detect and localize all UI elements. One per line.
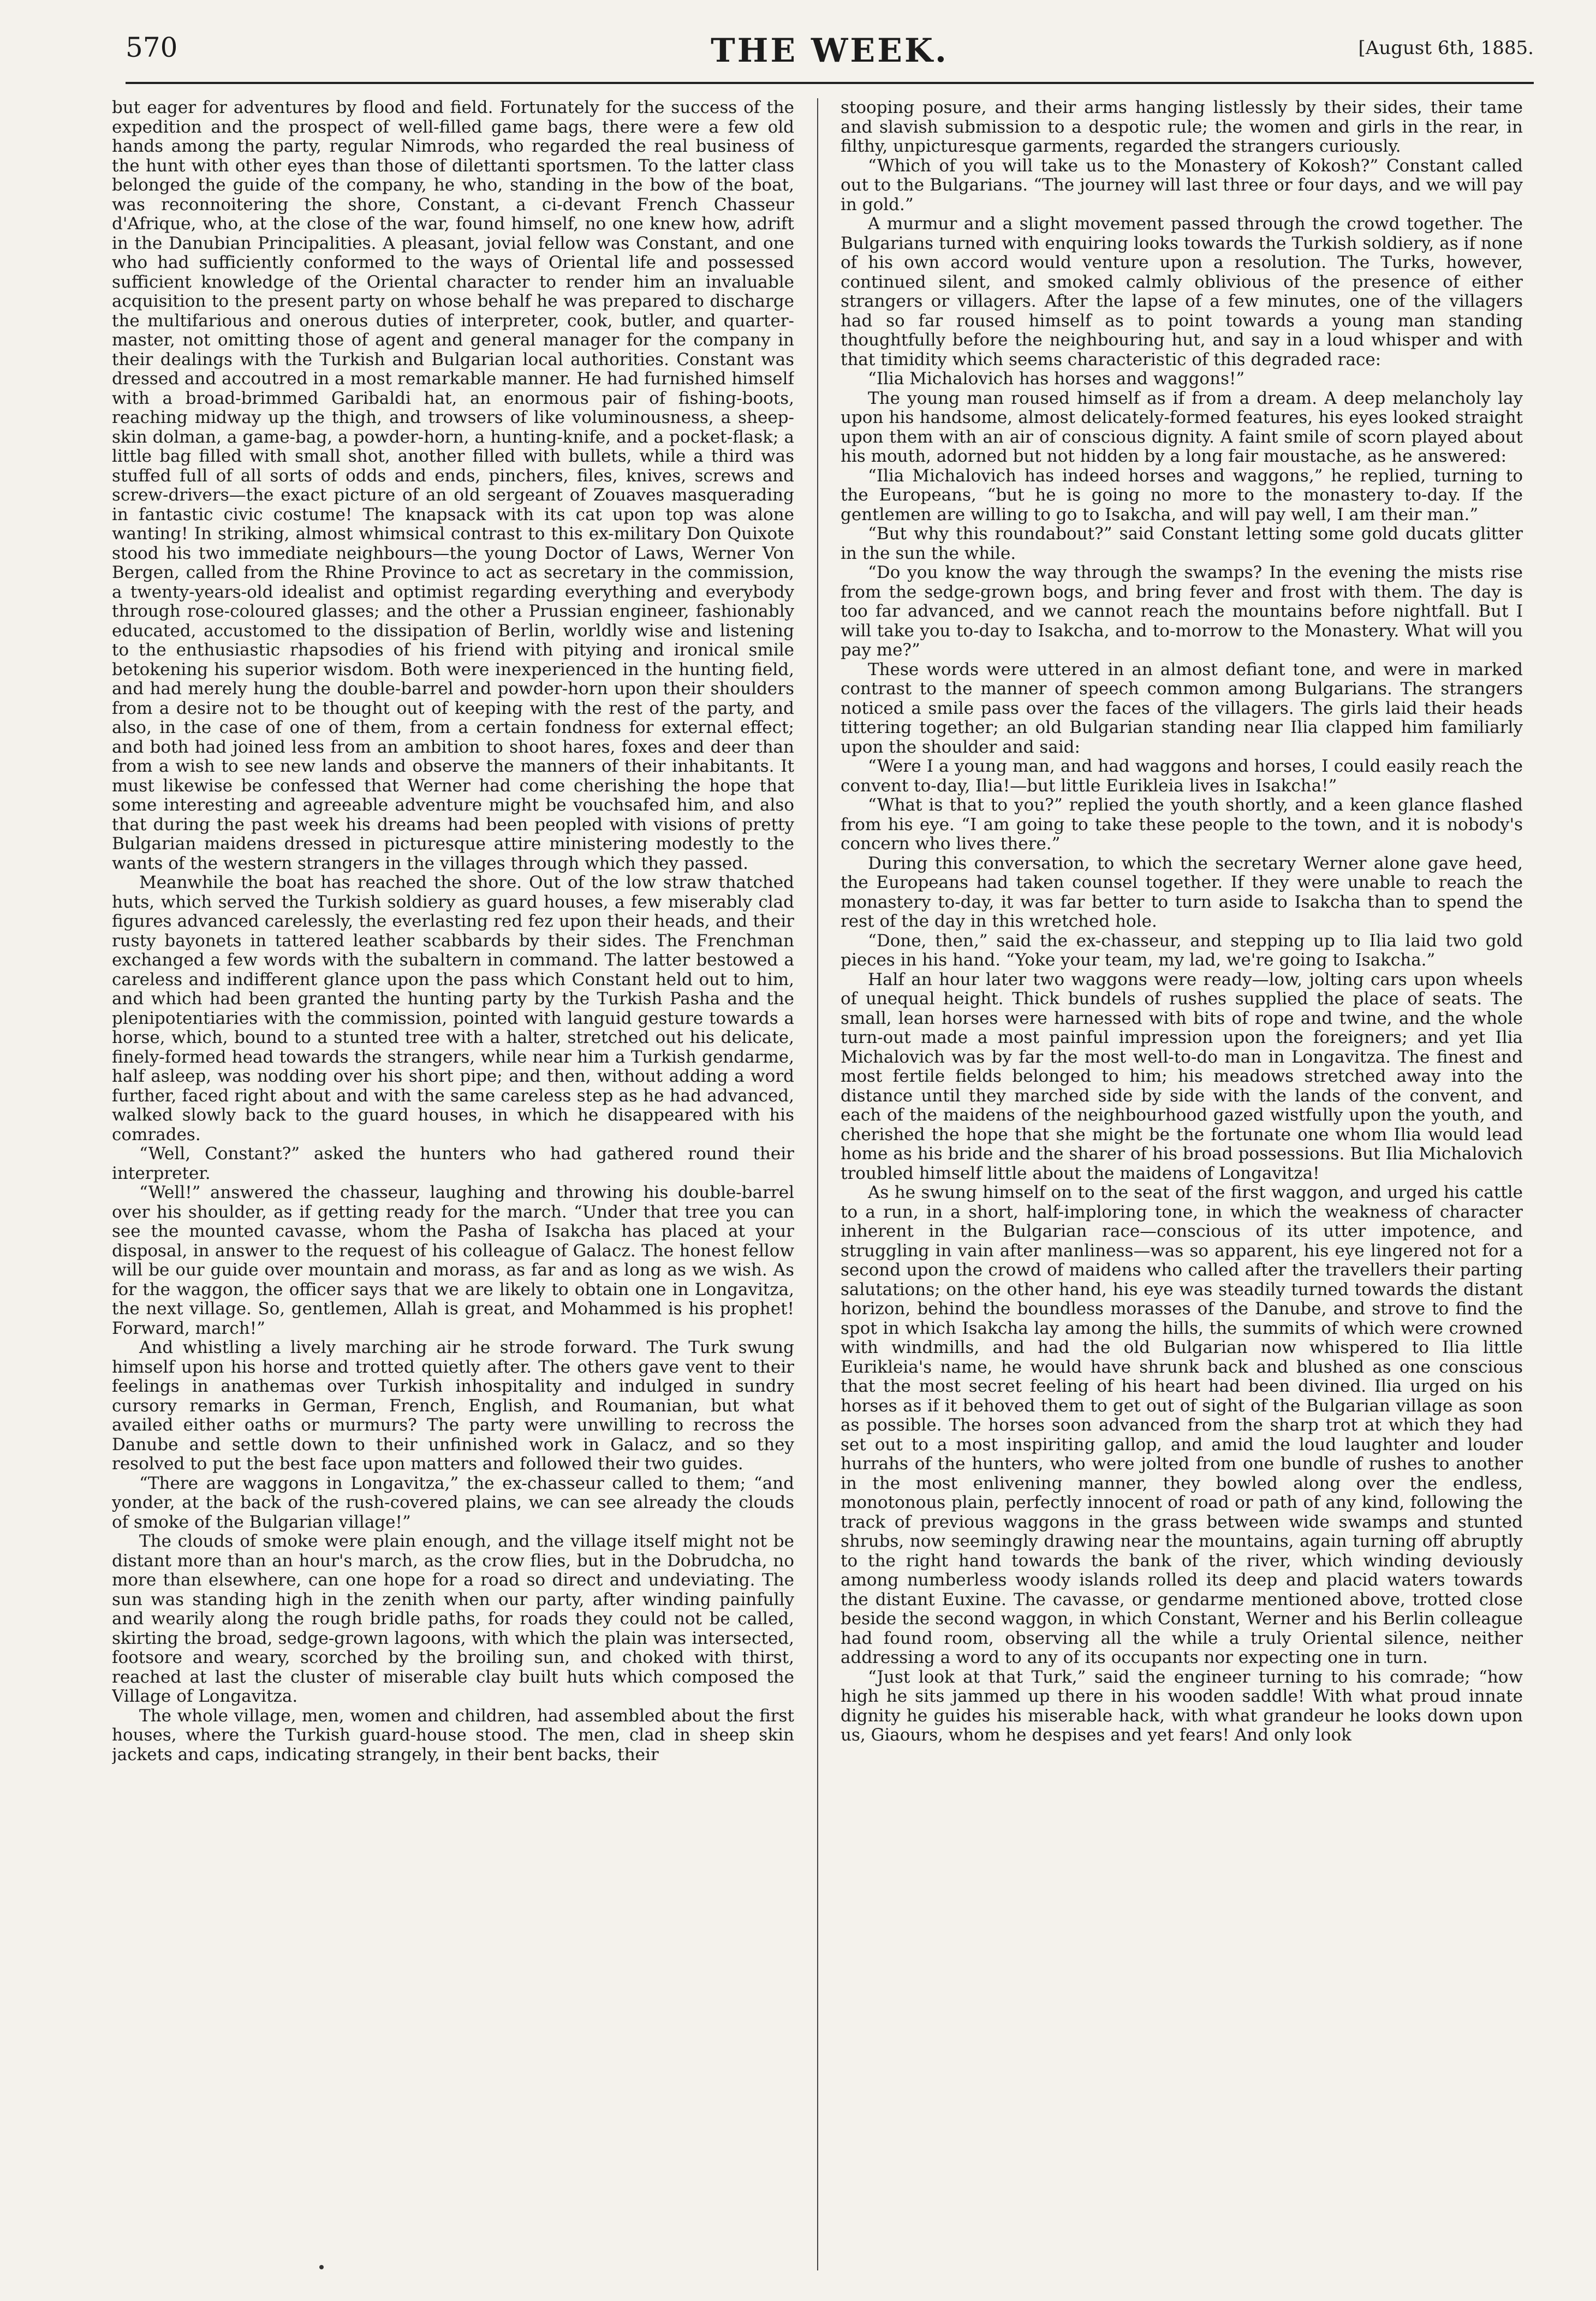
paragraph: Half an hour later two waggons were ready—low, jolting cars upon wheels of unequal height. Thick bundels of rushes supplied the place of seats. The small, lean horses were harnessed with bits of rope and twine, and the whole turn-out made a most painful impression upon the foreigners; and yet Ilia Michalovich was by far the most well-to-do man in Longavitza. The finest and most fertile fields belonged to him; his meadows stretched away into the distance until they marched side by side with the lands of the convent, and each of the maidens of the neighbourhood gazed wistfully upon the youth, and cherished the hope that she might be the fortunate one whom Ilia would lead home as his bride and the sharer of his broad possessions. But Ilia Michalovich troubled himself little about the maidens of Longavitza! <box>841 969 1523 1183</box>
paragraph: “What is that to you?” replied the youth shortly, and a keen glance flashed from his eye. “I am going to take these people to the town, and it is nobody's concern who lives there.” <box>841 795 1523 854</box>
paragraph: “Were I a young man, and had waggons and horses, I could easily reach the convent to-day, Ilia!—but little Eurikleia lives in Isakcha!” <box>841 756 1523 796</box>
paragraph: Meanwhile the boat has reached the shore. Out of the low straw thatched huts, which served the Turkish soldiery as guard houses, a few miserably clad figures advanced carelessly, the everlasting red fez upon their heads, and their rusty bayonets in tattered leather scabbards by their sides. The Frenchman exchanged a few words with the subaltern in command. The latter bestowed a careless and indifferent glance upon the pass which Constant held out to him, and which had been granted the hunting party by the Turkish Pasha and the plenipotentiaries with the commission, pointed with languid gesture towards a horse, which, bound to a stunted tree with a halter, stretched out his delicate, finely-formed head towards the strangers, while near him a Turkish gendarme, half asleep, was nodding over his short pipe; and then, without adding a word further, faced right about and with the same careless step as he had advanced, walked slowly back to the guard houses, in which he disappeared with his comrades. <box>112 873 794 1144</box>
paragraph: The whole village, men, women and children, had assembled about the first houses, where the Turkish guard-house stood. The men, clad in sheep skin jackets and caps, indicating strangely, in their bent backs, their <box>112 1706 794 1765</box>
paragraph: These words were uttered in an almost defiant tone, and were in marked contrast to the manner of speech common among Bulgarians. The strangers noticed a smile pass over the faces of the villagers. The girls laid their heads tittering together; an old Bulgarian standing near Ilia clapped him familiarly upon the shoulder and said: <box>841 659 1523 757</box>
paragraph: “Ilia Michalovich has indeed horses and waggons,” he replied, turning to the Europeans, “but he is going no more to the monastery to-day. If the gentlemen are willing to go to Isakcha, and will pay well, I am their man.” <box>841 466 1523 524</box>
paragraph: stooping posure, and their arms hanging listlessly by their sides, their tame and slavish submission to a despotic rule; the women and girls in the rear, in filthy, unpicturesque garments, regarded the strangers curiously. <box>841 98 1523 156</box>
paragraph: “Which of you will take us to the Monastery of Kokosh?” Constant called out to the Bulgarians. “The journey will last three or four days, and we will pay in gold.” <box>841 156 1523 214</box>
header-rule <box>126 82 1534 84</box>
journal-title: THE WEEK. <box>711 32 949 70</box>
paragraph: During this conversation, to which the secretary Werner alone gave heed, the Europeans had taken counsel together. If they were unable to reach the monastery to-day, it was far better to turn aside to Isakcha than to spend the rest of the day in this wretched hole. <box>841 853 1523 931</box>
paragraph: “Well!” answered the chasseur, laughing and throwing his double-barrel over his shoulder, as if getting ready for the march. “Under that tree you can see the mounted cavasse, whom the Pasha of Isakcha has placed at your disposal, in answer to the request of his colleague of Galacz. The honest fellow will be our guide over mountain and morass, as far and as long as we wish. As for the waggon, the officer says that we are likely to obtain one in Longavitza, the next village. So, gentlemen, Allah is great, and Mohammed is his prophet! Forward, march!” <box>112 1183 794 1338</box>
paragraph: but eager for adventures by flood and field. Fortunately for the success of the expedition and the prospect of well-filled game bags, there were a few old hands among the party, regular Nimrods, who regarded the real business of the hunt with other eyes than those of dilettanti sportsmen. To the latter class belonged the guide of the company, he who, standing in the bow of the boat, was reconnoitering the shore, Constant, a ci-devant French Chasseur d'Afrique, who, at the close of the war, found himself, no one knew how, adrift in the Danubian Principalities. A pleasant, jovial fellow was Constant, and one who had sufficiently conformed to the ways of Oriental life and possessed sufficient knowledge of the Oriental character to render him an invaluable acquisition to the present party on whose behalf he was prepared to discharge the multifarious and onerous duties of interpreter, cook, butler, and quarter-master, not omitting those of agent and general manager for the company in their dealings with the Turkish and Bulgarian local authorities. Constant was dressed and accoutred in a most remarkable manner. He had furnished himself with a broad-brimmed Garibaldi hat, an enormous pair of fishing-boots, reaching midway up the thigh, and trowsers of like voluminousness, a sheep-skin dolman, a game-bag, a powder-horn, a hunting-knife, and a pocket-flask; a little bag filled with small shot, another filled with bullets, while a third was stuffed full of all sorts of odds and ends, pinchers, files, knives, screws and screw-drivers—the exact picture of an old sergeant of Zouaves masquerading in fantastic civic costume! The knapsack with its cat upon top was alone wanting! In striking, almost whimsical contrast to this ex-military Don Quixote stood his two immediate neighbours—the young Doctor of Laws, Werner Von Bergen, called from the Rhine Province to act as secretary in the commission, a twenty-years-old idealist and optimist regarding everything and everybody through rose-coloured glasses; and the other a Prussian engineer, fashionably educated, accustomed to the dissipation of Berlin, worldly wise and listening to the enthusiastic rhapsodies of his friend with pitying and ironical smile betokening his superior wisdom. Both were inexperienced in the hunting field, and had merely hung the double-barrel and powder-horn upon their shoulders from a desire not to be thought out of keeping with the rest of the party, and also, in the case of one of them, from a certain fondness for external effect; and both had joined less from an ambition to shoot hares, foxes and deer than from a wish to see new lands and observe the manners of their inhabitants. It must likewise be confessed that Werner had come cherishing the hope that some interesting and agreeable adventure might be vouchsafed him, and also that during the past week his dreams had been peopled with visions of pretty Bulgarian maidens dressed in picturesque attire ministering modestly to the wants of the western strangers in the villages through which they passed. <box>112 98 794 873</box>
page-number: 570 <box>126 32 178 63</box>
paragraph: A murmur and a slight movement passed through the crowd together. The Bulgarians turned with enquiring looks towards the Turkish soldiery, as if none of his own accord would venture upon a resolution. The Turks, however, continued silent, and smoked calmly oblivious of the presence of either strangers or villagers. After the lapse of a few minutes, one of the villagers had so far roused himself as to point towards a young man standing thoughtfully before the neighbouring hut, and say in a loud whisper and with that timidity which seems characteristic of this degraded race: <box>841 214 1523 369</box>
issue-date: [August 6th, 1885. <box>1358 37 1534 59</box>
print-speck <box>319 2265 324 2269</box>
column-divider <box>817 98 818 2270</box>
paragraph: “But why this roundabout?” said Constant letting some gold ducats glitter in the sun the while. <box>841 524 1523 563</box>
left-column <box>112 98 794 2270</box>
page-header <box>126 32 1534 75</box>
paragraph: “Just look at that Turk,” said the engineer turning to his comrade; “how high he sits jammed up there in his wooden saddle! With what proud innate dignity he guides his miserable hack, with what grandeur he looks down upon us, Giaours, whom he despises and yet fears! And only look <box>841 1667 1523 1745</box>
paragraph: And whistling a lively marching air he strode forward. The Turk swung himself upon his horse and trotted quietly after. The others gave vent to their feelings in anathemas over Turkish inhospitality and indulged in sundry cursory remarks in German, French, English, and Roumanian, but what availed either oaths or murmurs? The party were unwilling to recross the Danube and settle down to their unfinished work in Galacz, and so they resolved to put the best face upon matters and followed their two guides. <box>112 1338 794 1474</box>
paragraph: The clouds of smoke were plain enough, and the village itself might not be distant more than an hour's march, as the crow flies, but in the Dobrudcha, no more than elsewhere, can one hope for a road so direct and undeviating. The sun was standing high in the zenith when our party, after winding painfully and wearily along the rough bridle paths, for roads they could not be called, skirting the broad, sedge-grown lagoons, with which the plain was intersected, footsore and weary, scorched by the broiling sun, and choked with thirst, reached at last the cluster of miserable clay built huts which composed the Village of Longavitza. <box>112 1531 794 1706</box>
paragraph: The young man roused himself as if from a dream. A deep melancholy lay upon his handsome, almost delicately-formed features, his eyes looked straight upon them with an air of conscious dignity. A faint smile of scorn played about his mouth, adorned but not hidden by a long fair moustache, as he answered: <box>841 388 1523 466</box>
paragraph: As he swung himself on to the seat of the first waggon, and urged his cattle to a run, in a short, half-imploring tone, in which the weakness of character inherent in the Bulgarian race—conscious of its utter impotence, and struggling in vain after manliness—was so apparent, his eye lingered not for a second upon the crowd of maidens who called after the travellers their parting salutations; on the other hand, his eye was steadily turned towards the distant horizon, behind the boundless morasses of the Danube, and strove to find the spot in which Isakcha lay among the hills, the summits of which were crowned with windmills, and had the old Bulgarian now whispered to Ilia little Eurikleia's name, he would have shrunk back and blushed as one conscious that the most secret feeling of his heart had been divined. Ilia urged on his horses as if it behoved them to get out of sight of the Bulgarian village as soon as possible. The horses soon advanced from the sharp trot at which they had set out to a most inspiriting gallop, and amid the loud laughter and louder hurrahs of the hunters, who were jolted from one bundle of rushes to another in the most enlivening manner, they bowled along over the endless, monotonous plain, perfectly innocent of road or path of any kind, following the track of previous waggons in the grass between wide swamps and stunted shrubs, now seemingly drawing near the mountains, again turning off abruptly to the right hand towards the bank of the river, which winding deviously among numberless woody islands rolled its deep and placid waters towards the distant Euxine. The cavasse, or gendarme mentioned above, trotted close beside the second waggon, in which Constant, Werner and his Berlin colleague had found room, observing all the while a truly Oriental silence, neither addressing a word to any of its occupants nor expecting one in turn. <box>841 1183 1523 1667</box>
paragraph: “Do you know the way through the swamps? In the evening the mists rise from the sedge-grown bogs, and bring fever and frost with them. The day is too far advanced, and we cannot reach the mountains before nightfall. But I will take you to-day to Isakcha, and to-morrow to the Monastery. What will you pay me?” <box>841 563 1523 660</box>
paragraph: “There are waggons in Longavitza,” the ex-chasseur called to them; “and yonder, at the back of the rush-covered plains, we can see already the clouds of smoke of the Bulgarian village!” <box>112 1473 794 1532</box>
paragraph: “Ilia Michalovich has horses and waggons!” <box>868 369 1245 389</box>
paragraph: “Well, Constant?” asked the hunters who had gathered round their interpreter. <box>112 1144 794 1183</box>
right-column <box>841 98 1523 2270</box>
paragraph: “Done, then,” said the ex-chasseur, and stepping up to Ilia laid two gold pieces in his hand. “Yoke your team, my lad, we're going to Isakcha.” <box>841 931 1523 970</box>
